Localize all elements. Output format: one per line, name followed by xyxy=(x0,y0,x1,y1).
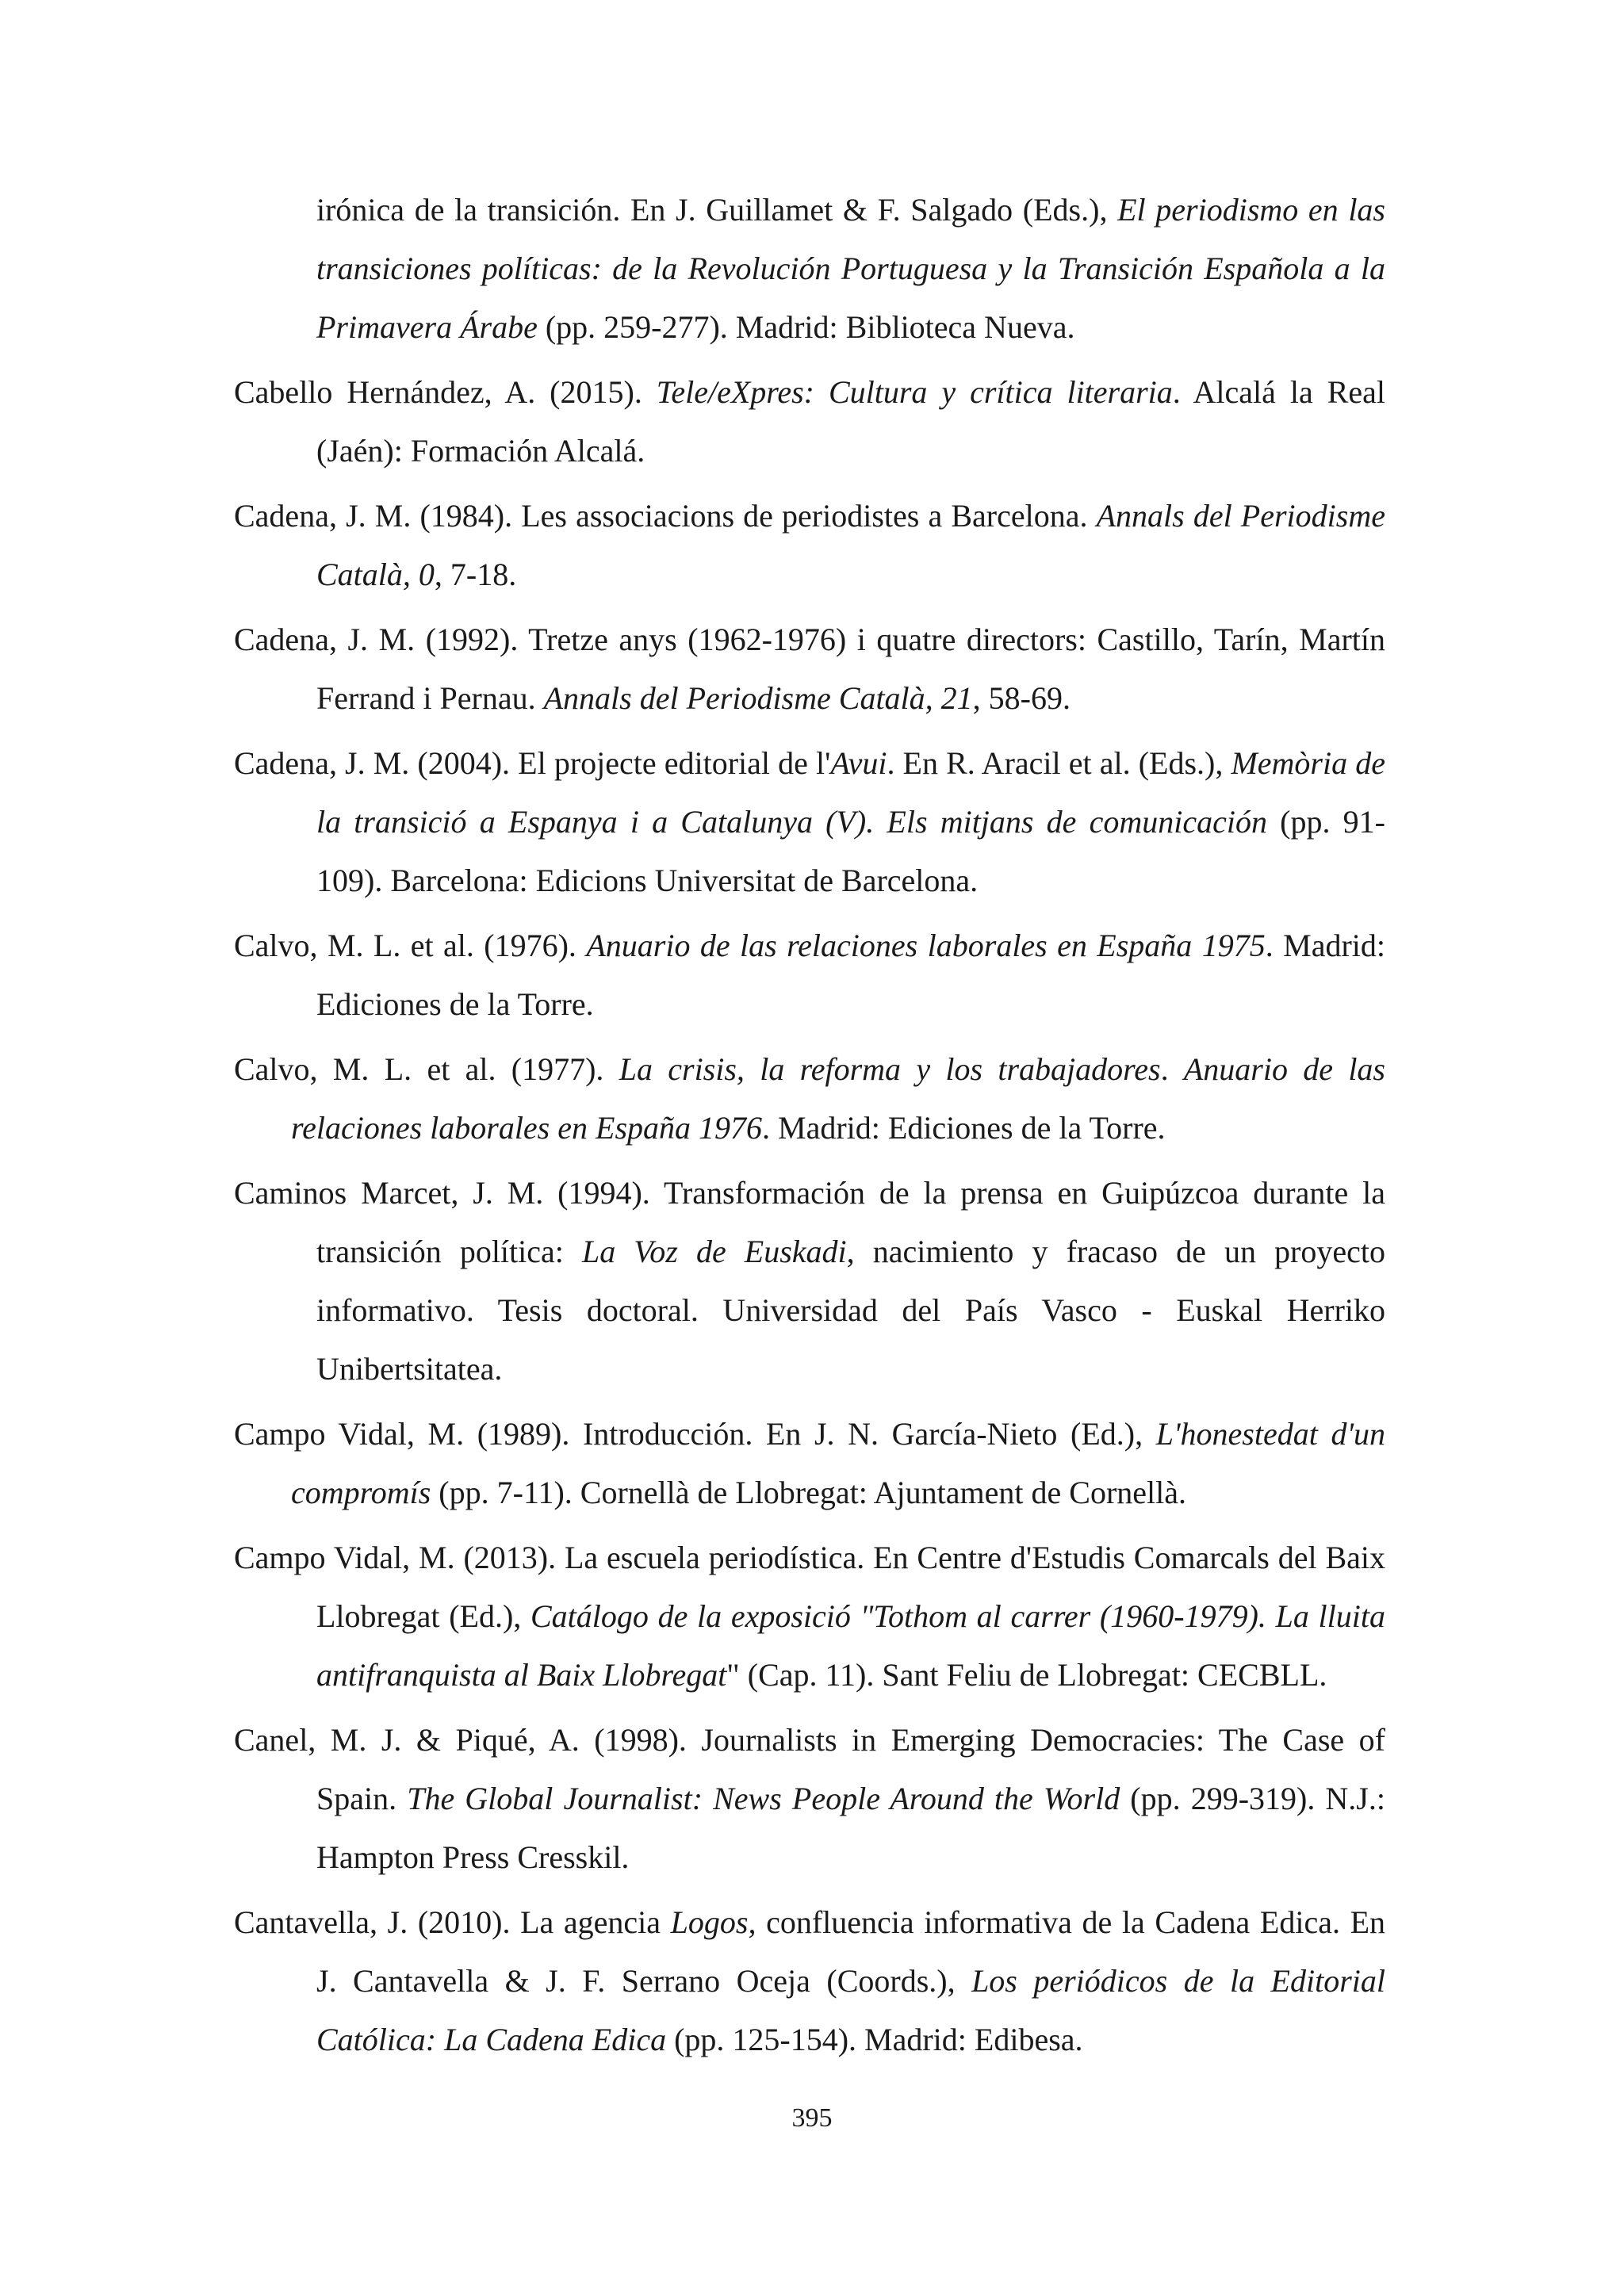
reference-text: Cadena, J. M. (2004). El projecte editorial de l' xyxy=(234,745,831,781)
reference-text: Calvo, M. L. et al. (1977). xyxy=(234,1051,619,1087)
reference-title-italic: Logos, xyxy=(670,1904,756,1940)
reference-entry xyxy=(234,363,1385,480)
reference-entry xyxy=(234,1529,1385,1705)
reference-title-italic: The Global Journalist: News People Around the World xyxy=(407,1781,1120,1816)
reference-title-italic: Annals del Periodisme Català, 21 xyxy=(543,680,973,716)
reference-title-italic: Tele/eXpres: Cultura y crítica literaria xyxy=(656,374,1173,410)
reference-text: (pp. 259-277). Madrid: Biblioteca Nueva. xyxy=(537,309,1075,345)
reference-title-italic: Catálogo de la exposició "Tothom al carrer (1960-1979). La lluita antifranquista al Baix Llobregat xyxy=(316,1598,1385,1693)
reference-entry xyxy=(234,1040,1385,1158)
reference-text: Cadena, J. M. (1992). Tretze anys (1962-1976) i quatre directors: Castillo, Tarín, Martín Ferrand i Pernau. xyxy=(234,622,1385,716)
reference-text: (pp. 299-319). N.J.: Hampton Press Cresskil. xyxy=(316,1781,1385,1875)
reference-entry xyxy=(234,1893,1385,2069)
reference-text: " (Cap. 11). Sant Feliu de Llobregat: CECBLL. xyxy=(726,1657,1327,1693)
reference-text: Cadena, J. M. (1984). Les associacions de periodistes a Barcelona. xyxy=(234,498,1097,534)
reference-entry xyxy=(234,916,1385,1034)
reference-text: . Alcalá la Real (Jaén): Formación Alcalá. xyxy=(316,374,1385,469)
reference-entry xyxy=(234,181,1385,357)
reference-entry xyxy=(234,1711,1385,1887)
reference-title-italic: La Voz de Euskadi xyxy=(581,1234,847,1269)
reference-entry xyxy=(234,610,1385,728)
reference-text: Calvo, M. L. et al. (1976). xyxy=(234,928,587,963)
reference-text: , 58-69. xyxy=(972,680,1071,716)
reference-title-italic: La crisis, la reforma y los trabajadores xyxy=(619,1051,1161,1087)
reference-entry xyxy=(234,487,1385,604)
reference-text: . Madrid: Ediciones de la Torre. xyxy=(316,928,1385,1022)
reference-text: (pp. 7-11). Cornellà de Llobregat: Ajuntament de Cornellà. xyxy=(431,1475,1186,1510)
reference-list xyxy=(234,181,1385,2076)
reference-text: Campo Vidal, M. (2013). La escuela periodística. En Centre d'Estudis Comarcals del Baix Llobregat (Ed.), xyxy=(234,1540,1385,1634)
reference-text: Cantavella, J. (2010). La agencia xyxy=(234,1904,671,1940)
reference-title-italic: Anuario de las relaciones laborales en España 1976 xyxy=(291,1051,1385,1146)
reference-text: Canel, M. J. & Piqué, A. (1998). Journalists in Emerging Democracies: The Case of Spain. xyxy=(234,1722,1385,1816)
reference-text: . xyxy=(1160,1051,1184,1087)
reference-title-italic: Avui xyxy=(830,745,887,781)
reference-entry xyxy=(234,1405,1385,1522)
reference-text: (pp. 125-154). Madrid: Edibesa. xyxy=(666,2022,1083,2057)
reference-text: Cabello Hernández, A. (2015). xyxy=(234,374,657,410)
reference-text: , 7-18. xyxy=(434,557,517,592)
reference-title-italic: L'honestedat d'un compromís xyxy=(291,1416,1386,1510)
reference-text: , nacimiento y fracaso de un proyecto informativo. Tesis doctoral. Universidad del País Vasco - Euskal Herriko Unibertsitatea. xyxy=(316,1234,1385,1387)
reference-text: confluencia informativa de la Cadena Edica. En J. Cantavella & J. F. Serrano Oceja (Coords.), xyxy=(316,1904,1386,1999)
reference-text: . En R. Aracil et al. (Eds.), xyxy=(887,745,1231,781)
reference-text: (pp. 91-109). Barcelona: Edicions Universitat de Barcelona. xyxy=(316,804,1386,898)
reference-title-italic: Los periódicos de la Editorial Católica: La Cadena Edica xyxy=(316,1963,1385,2057)
reference-text: Caminos Marcet, J. M. (1994). Transformación de la prensa en Guipúzcoa durante la transición política: xyxy=(234,1175,1385,1269)
reference-text: irónica de la transición. En J. Guillamet & F. Salgado (Eds.), xyxy=(316,192,1118,228)
reference-title-italic: Memòria de la transició a Espanya i a Catalunya (V). Els mitjans de comunicación xyxy=(316,745,1385,840)
reference-title-italic: El periodismo en las transiciones políticas: de la Revolución Portuguesa y la Transición Española a la Primavera Árabe xyxy=(316,192,1385,345)
reference-text: Campo Vidal, M. (1989). Introducción. En J. N. García-Nieto (Ed.), xyxy=(234,1416,1156,1452)
reference-entry xyxy=(234,1164,1385,1399)
reference-title-italic: Anuario de las relaciones laborales en España 1975 xyxy=(586,928,1266,963)
reference-text: . Madrid: Ediciones de la Torre. xyxy=(762,1110,1166,1146)
page-number: 395 xyxy=(791,2103,833,2133)
reference-entry xyxy=(234,734,1385,910)
reference-title-italic: Annals del Periodisme Català, 0 xyxy=(316,498,1385,592)
